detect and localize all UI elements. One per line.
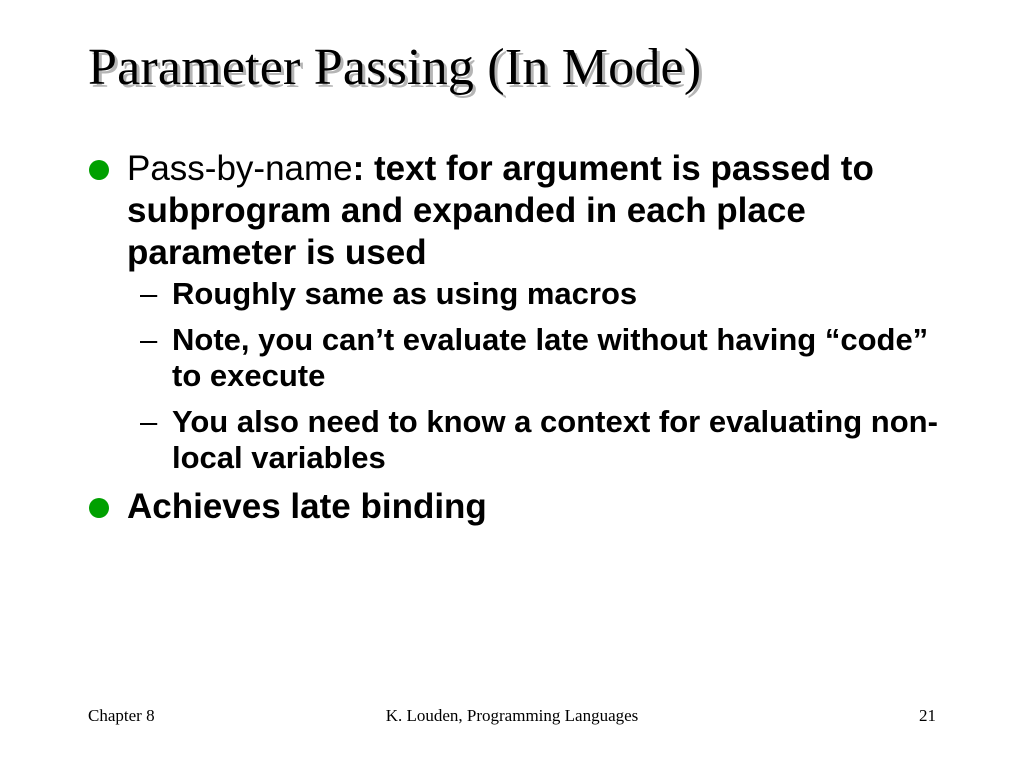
- dash-icon: –: [140, 276, 158, 311]
- sub-bullet-evaluate-late: [0, 322, 1024, 394]
- footer-author: K. Louden, Programming Languages: [385, 706, 639, 725]
- bullet-lead-text: Pass-by-name: [127, 149, 353, 188]
- dash-icon: –: [140, 404, 158, 439]
- bullet-list: [0, 148, 1024, 528]
- bullet-dot-icon: [89, 498, 109, 518]
- sub-bullet-text: You also need to know a context for evaluating non-local variables: [172, 404, 938, 475]
- bullet-dot-icon: [89, 160, 109, 180]
- sub-bullet-text: Note, you can’t evaluate late without having “code” to execute: [172, 322, 929, 393]
- bullet-item-pass-by-name: [0, 148, 1024, 274]
- sub-bullet-list: [0, 276, 1024, 476]
- bullet-item-late-binding: [0, 486, 1024, 528]
- bullet-text: Achieves late binding: [127, 487, 487, 526]
- sub-bullet-context: [0, 404, 1024, 476]
- dash-icon: –: [140, 322, 158, 357]
- footer-page-number: 21: [919, 706, 936, 725]
- sub-bullet-macros: [0, 276, 1024, 312]
- slide-title: Parameter Passing (In Mode): [88, 39, 702, 96]
- sub-bullet-text: Roughly same as using macros: [172, 276, 638, 311]
- footer-chapter: Chapter 8: [88, 706, 155, 725]
- bullet-rest-text: : text for argument is passed to subprogram and expanded in each place parameter is used: [127, 149, 874, 272]
